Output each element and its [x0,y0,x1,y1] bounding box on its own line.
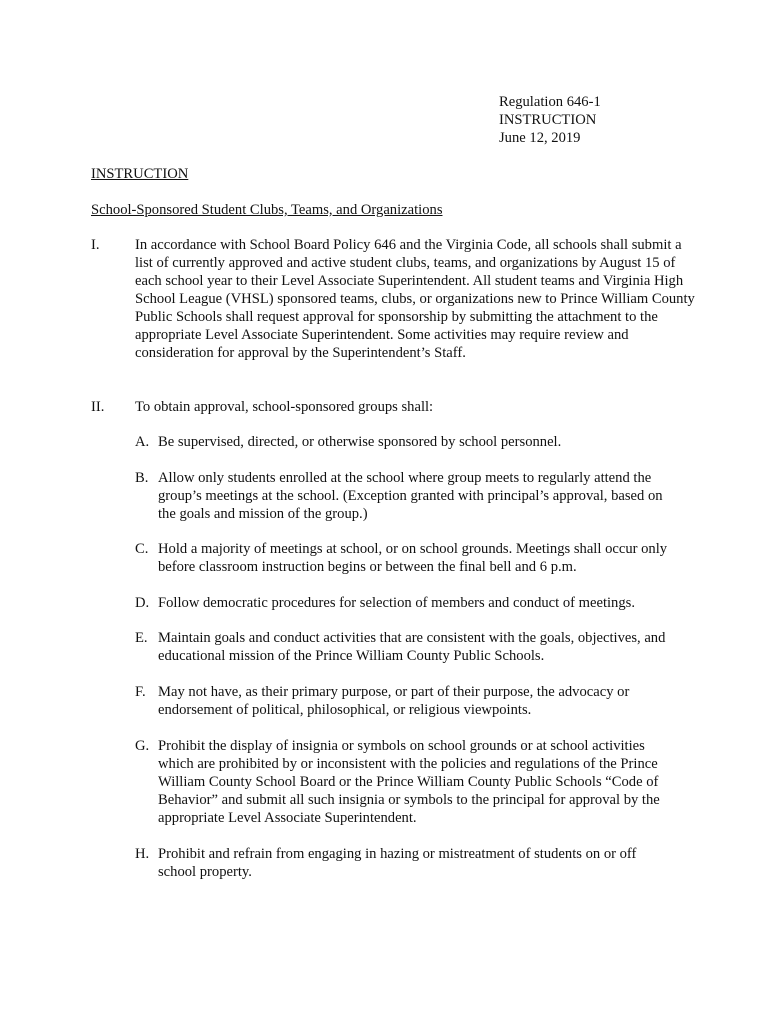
item-text: Prohibit and refrain from engaging in hazing or mistreatment of students on or off school property. [158,846,637,880]
section-number: I. [91,237,100,253]
section-text: To obtain approval, school-sponsored groups shall: [135,399,434,415]
item-text: May not have, as their primary purpose, or part of their purpose, the advocacy or endorsement of political, philosophical, or religious viewpoints. [158,684,630,718]
item-letter: B. [135,470,149,486]
item-letter: F. [135,684,146,700]
section-text: In accordance with School Board Policy 646 and the Virginia Code, all schools shall submit a list of currently approved and active student clubs, teams, and organizations by August 15 of each school year to their Level Associate Superintendent. All student teams and Virginia High School League (VHSL) sponsored teams, clubs, or organizations new to Prince William County Public Schools shall request approval for sponsorship by submitting the attachment to the appropriate Level Associate Superintendent. Some activities may require review and consideration for approval by the Superintendent’s Staff. [135,237,695,361]
regulation-header [499,93,719,147]
section-2 [91,398,691,420]
item-letter: H. [135,846,150,862]
item-letter: A. [135,434,150,450]
item-letter: E. [135,630,148,646]
document-title: INSTRUCTION [91,166,189,182]
item-letter: G. [135,738,150,754]
section-1 [91,236,695,386]
item-text: Maintain goals and conduct activities that are consistent with the goals, objectives, and educational mission of the Prince William County Public Schools. [158,630,666,664]
item-text: Allow only students enrolled at the school where group meets to regularly attend the group’s meetings at the school. (Exception granted with principal’s approval, based on the goals and mission of the group.) [158,470,663,522]
item-text: Prohibit the display of insignia or symbols on school grounds or at school activities which are prohibited by or inconsistent with the policies and regulations of the Prince William County School Board or the Prince William County Public Schools “Code of Behavior” and submit all such insignia or symbols to the principal for approval by the appropriate Level Associate Superintendent. [158,738,660,826]
regulation-number: Regulation 646-1 [499,94,601,110]
item-text: Follow democratic procedures for selection of members and conduct of meetings. [158,595,635,611]
item-text: Be supervised, directed, or otherwise sponsored by school personnel. [158,434,562,450]
section-number: II. [91,399,105,415]
regulation-date: June 12, 2019 [499,130,581,146]
item-letter: D. [135,595,150,611]
item-text: Hold a majority of meetings at school, or on school grounds. Meetings shall occur only before classroom instruction begins or between the final bell and 6 p.m. [158,541,668,575]
item-letter: C. [135,541,149,557]
document-subtitle: School-Sponsored Student Clubs, Teams, and Organizations [91,202,443,218]
regulation-category: INSTRUCTION [499,112,597,128]
